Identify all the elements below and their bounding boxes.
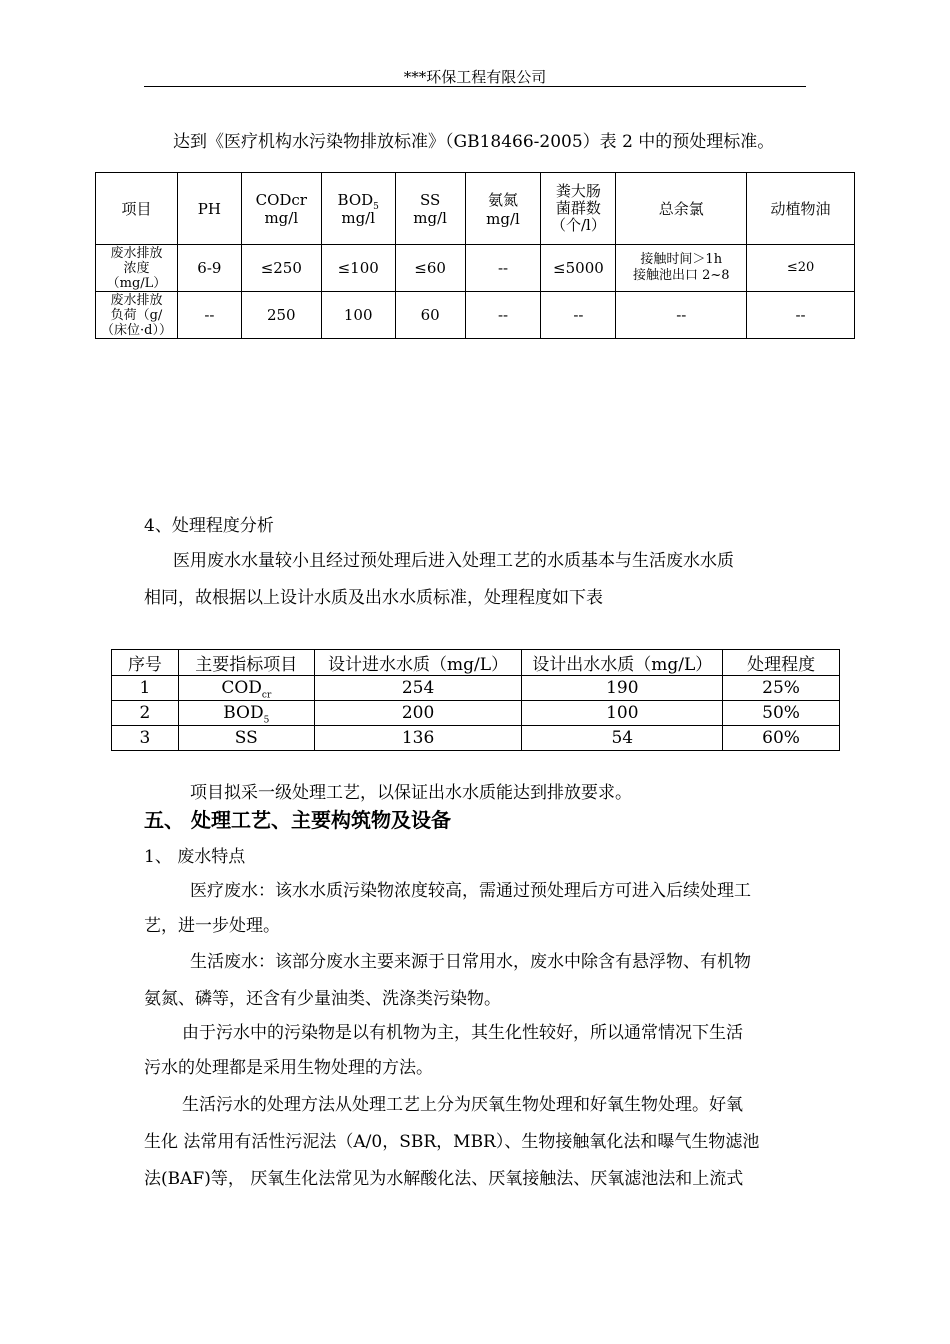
indicator-subscript: 5 bbox=[263, 715, 270, 726]
header-ss bbox=[395, 173, 465, 245]
header-chlorine: 总余氯 bbox=[616, 173, 747, 245]
cell-outflow: 190 bbox=[522, 676, 723, 701]
p1-line1: 医疗废水：该水水质污染物浓度较高，需通过预处理后方可进入后续处理工 bbox=[190, 881, 751, 901]
header-nh3 bbox=[465, 173, 541, 245]
cell-ss: 60 bbox=[395, 292, 465, 339]
cell-cod: ≤250 bbox=[241, 245, 321, 292]
indicator-subscript: cr bbox=[261, 690, 272, 701]
header-bod-label bbox=[322, 190, 395, 212]
row-label-load bbox=[96, 292, 178, 339]
table-row-load bbox=[96, 292, 855, 339]
p1-line2: 艺，进一步处理。 bbox=[144, 916, 280, 936]
header-cod bbox=[241, 173, 321, 245]
header-rate: 处理程度 bbox=[723, 650, 840, 676]
table-header-row bbox=[96, 173, 855, 245]
indicator-text: COD bbox=[221, 678, 262, 698]
header-coliform bbox=[541, 173, 616, 245]
p4-line3: 法(BAF)等， 厌氧生化法常见为水解酸化法、厌氧接触法、厌氧滤池法和上流式 bbox=[144, 1169, 744, 1189]
chlorine-line2: 接触池出口 2~8 bbox=[632, 268, 730, 283]
section5-subtitle: 1、 废水特点 bbox=[144, 847, 246, 867]
cell-oil: ≤20 bbox=[747, 245, 855, 292]
row1-label-line3: （mg/L） bbox=[106, 275, 167, 291]
section4-title: 4、处理程度分析 bbox=[144, 516, 274, 536]
bod-subscript: 5 bbox=[373, 201, 379, 212]
header-cod-label: CODcr bbox=[255, 190, 307, 209]
coliform-line1: 粪大肠 bbox=[555, 182, 601, 200]
cell-indicator bbox=[178, 726, 314, 751]
cell-no: 3 bbox=[112, 726, 179, 751]
treatment-degree-table bbox=[111, 649, 840, 751]
header-no: 序号 bbox=[112, 650, 179, 676]
indicator-text: BOD bbox=[223, 703, 264, 723]
header-indicator: 主要指标项目 bbox=[178, 650, 314, 676]
coliform-line2: 菌群数 bbox=[555, 199, 601, 217]
chlorine-line1: 接触时间＞1h bbox=[640, 252, 723, 267]
cell-inflow: 136 bbox=[314, 726, 522, 751]
header-ss-label: SS bbox=[419, 190, 441, 209]
row1-label-line2: 浓度 bbox=[123, 260, 150, 276]
section5-title: 五、 处理工艺、主要构筑物及设备 bbox=[144, 808, 451, 832]
coliform-line3: （个/l） bbox=[550, 216, 606, 234]
cell-coliform: -- bbox=[541, 292, 616, 339]
cell-ph: 6-9 bbox=[177, 245, 241, 292]
header-cod-unit: mg/l bbox=[264, 208, 299, 227]
cell-outflow: 54 bbox=[522, 726, 723, 751]
cell-rate: 25% bbox=[723, 676, 840, 701]
header-inflow: 设计进水水质（mg/L） bbox=[314, 650, 522, 676]
page-header-company: ***环保工程有限公司 bbox=[403, 68, 547, 86]
section4-para-line1: 医用废水水量较小且经过预处理后进入处理工艺的水质基本与生活废水水质 bbox=[173, 551, 734, 571]
cell-ss: ≤60 bbox=[395, 245, 465, 292]
p4-line2: 生化 法常用有活性污泥法（A/0，SBR，MBR）、生物接触氧化法和曝气生物滤池 bbox=[144, 1132, 760, 1152]
row2-label-line3: （床位·d）） bbox=[100, 322, 172, 338]
header-ph: PH bbox=[177, 173, 241, 245]
cell-bod: 100 bbox=[321, 292, 395, 339]
table-header-row bbox=[112, 650, 840, 676]
header-nh3-unit: mg/l bbox=[486, 210, 520, 228]
cell-indicator bbox=[178, 701, 314, 726]
p3-line1: 由于污水中的污染物是以有机物为主，其生化性较好，所以通常情况下生活 bbox=[182, 1023, 743, 1043]
bod-text: BOD bbox=[337, 190, 374, 209]
cell-bod: ≤100 bbox=[321, 245, 395, 292]
cell-rate: 60% bbox=[723, 726, 840, 751]
cell-chlorine: -- bbox=[616, 292, 747, 339]
cell-nh3: -- bbox=[465, 245, 541, 292]
after-table-line: 项目拟采一级处理工艺，以保证出水水质能达到排放要求。 bbox=[190, 783, 632, 803]
p4-line1: 生活污水的处理方法从处理工艺上分为厌氧生物处理和好氧生物处理。好氧 bbox=[182, 1095, 743, 1115]
table-row-concentration bbox=[96, 245, 855, 292]
p3-line2: 污水的处理都是采用生物处理的方法。 bbox=[144, 1058, 433, 1078]
cell-coliform: ≤5000 bbox=[541, 245, 616, 292]
cell-inflow: 200 bbox=[314, 701, 522, 726]
header-nh3-label: 氨氮 bbox=[488, 191, 519, 209]
cell-ph: -- bbox=[177, 292, 241, 339]
p2-line2: 氨氮、磷等，还含有少量油类、洗涤类污染物。 bbox=[144, 989, 501, 1009]
cell-no: 1 bbox=[112, 676, 179, 701]
table-row bbox=[112, 726, 840, 751]
cell-cod: 250 bbox=[241, 292, 321, 339]
header-divider bbox=[144, 86, 806, 87]
header-item: 项目 bbox=[96, 173, 178, 245]
header-outflow: 设计出水水质（mg/L） bbox=[522, 650, 723, 676]
table-row bbox=[112, 701, 840, 726]
header-bod-unit: mg/l bbox=[341, 208, 376, 227]
indicator-text: SS bbox=[234, 728, 258, 748]
section4-para-line2: 相同，故根据以上设计水质及出水水质标准，处理程度如下表 bbox=[144, 588, 603, 608]
cell-oil: -- bbox=[747, 292, 855, 339]
cell-nh3: -- bbox=[465, 292, 541, 339]
row-label-concentration bbox=[96, 245, 178, 292]
cell-indicator bbox=[178, 676, 314, 701]
row2-label-line2: 负荷（g/ bbox=[110, 307, 163, 323]
table-row bbox=[112, 676, 840, 701]
p2-line1: 生活废水：该部分废水主要来源于日常用水，废水中除含有悬浮物、有机物 bbox=[190, 952, 751, 972]
row2-label-line1: 废水排放 bbox=[110, 292, 163, 308]
header-bod bbox=[321, 173, 395, 245]
cell-outflow: 100 bbox=[522, 701, 723, 726]
discharge-standard-table bbox=[95, 172, 855, 339]
header-ss-unit: mg/l bbox=[413, 208, 447, 227]
header-oil: 动植物油 bbox=[747, 173, 855, 245]
cell-no: 2 bbox=[112, 701, 179, 726]
cell-chlorine bbox=[616, 245, 747, 292]
cell-inflow: 254 bbox=[314, 676, 522, 701]
cell-rate: 50% bbox=[723, 701, 840, 726]
row1-label-line1: 废水排放 bbox=[110, 245, 163, 261]
intro-line: 达到《医疗机构水污染物排放标准》（GB18466-2005）表 2 中的预处理标准。 bbox=[173, 132, 775, 152]
